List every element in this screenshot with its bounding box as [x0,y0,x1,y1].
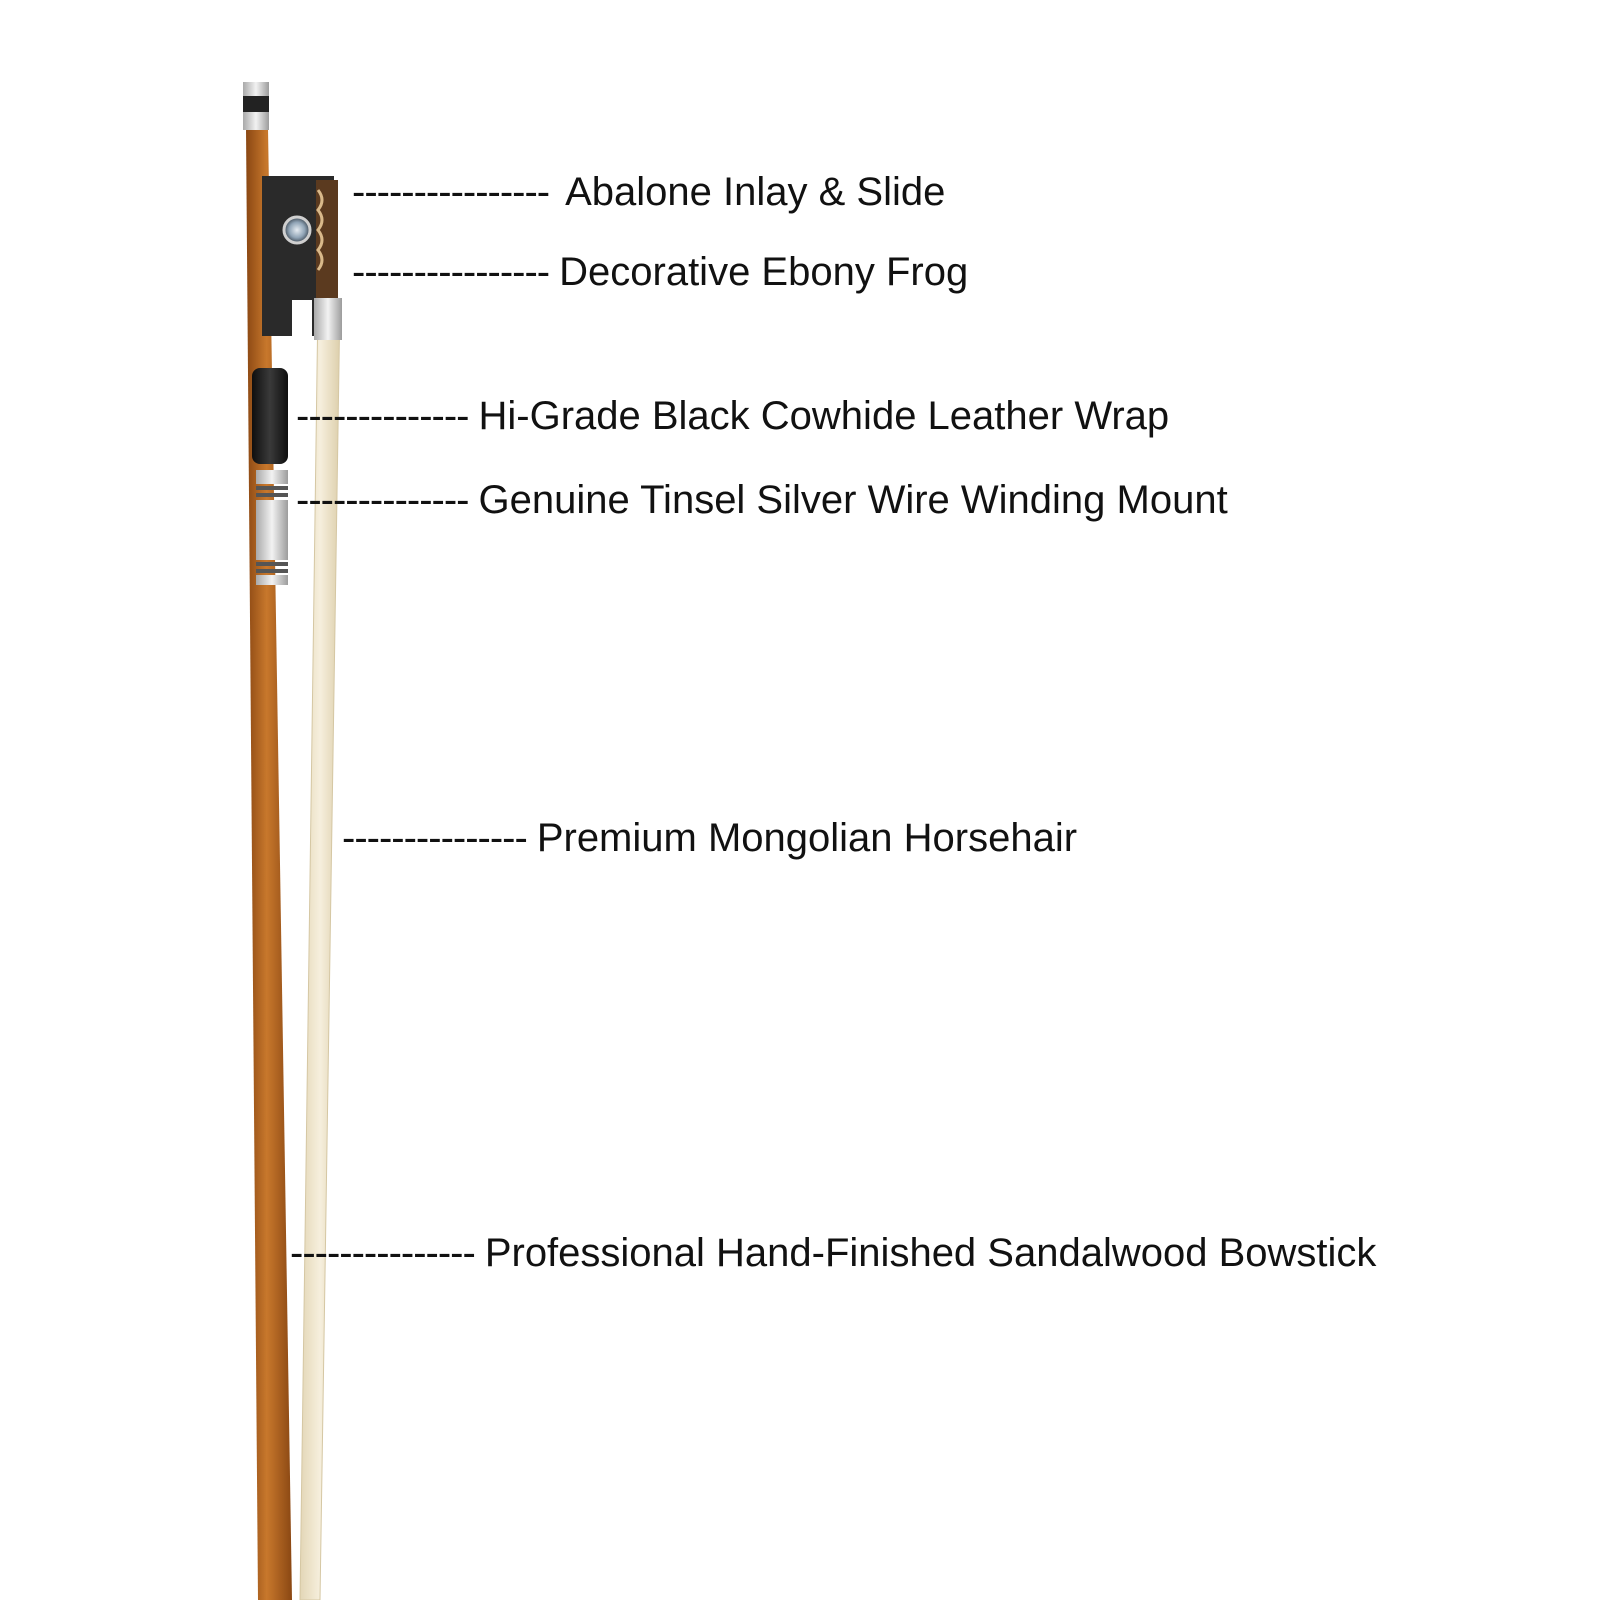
callout-stick [290,1233,1376,1273]
button-ring [243,112,269,130]
winding-wire [256,500,288,560]
callout-frog [352,252,968,292]
winding-ring-top [256,470,288,484]
callout-hair [342,818,1077,858]
callout-hair-dashes: --------------- [342,816,527,860]
callout-stick-dashes: --------------- [290,1231,475,1275]
callout-leather-label: Hi-Grade Black Cowhide Leather Wrap [478,394,1170,438]
callout-abalone [352,172,945,212]
winding-stripe-3 [256,562,288,566]
callout-winding [296,480,1228,520]
callout-leather-dashes: -------------- [296,394,469,438]
button-cap [243,82,269,96]
winding-stripe-4 [256,569,288,573]
callout-winding-label: Genuine Tinsel Silver Wire Winding Mount [478,478,1228,522]
frog-slide-shell [316,180,338,298]
callout-winding-dashes: -------------- [296,478,469,522]
frog-ferrule [314,298,342,340]
abalone-eye [284,217,310,243]
leather-wrap [252,368,288,464]
winding-ring-bottom [256,575,288,585]
bowstick [246,128,292,1600]
button-ebony [243,96,269,112]
callout-leather [296,396,1169,436]
callout-hair-label: Premium Mongolian Horsehair [536,816,1078,860]
callout-frog-label: Decorative Ebony Frog [559,250,969,294]
winding-stripe-1 [256,486,288,490]
callout-frog-dashes: ---------------- [352,250,550,294]
callout-abalone-label: Abalone Inlay & Slide [565,170,946,214]
callout-abalone-dashes: ---------------- [352,170,550,214]
winding-stripe-2 [256,493,288,497]
callout-stick-label: Professional Hand-Finished Sandalwood Bowstick [484,1231,1377,1275]
